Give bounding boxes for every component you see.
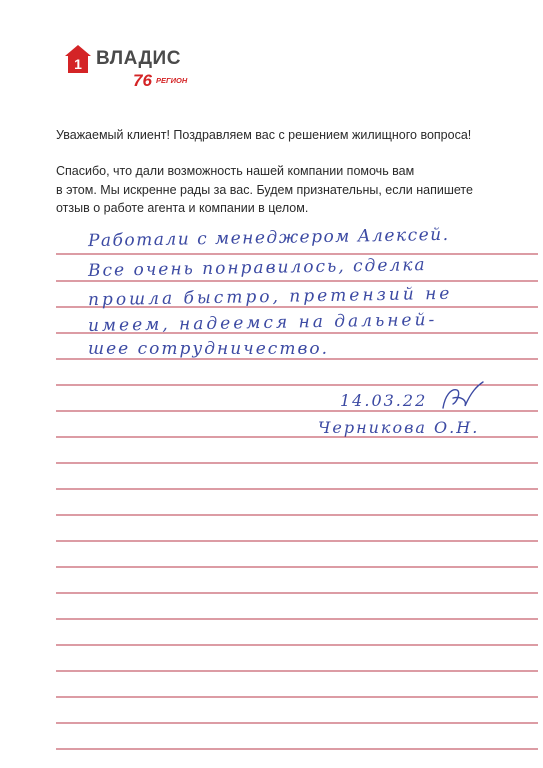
handwritten-signature: [437, 378, 487, 418]
intro-line: Спасибо, что дали возможность нашей компании помочь вам: [56, 164, 415, 178]
greeting-text: Уважаемый клиент! Поздравляем вас с решением жилищного вопроса!: [56, 128, 472, 142]
review-date: 14.03.22: [340, 391, 428, 410]
intro-line: в этом. Мы искренне рады за вас. Будем признательны, если напишете: [56, 182, 473, 197]
house-logo-icon: [64, 44, 92, 74]
review-line: имеем, надеемся на дальней-: [87, 309, 438, 337]
company-logo: [60, 44, 200, 96]
logo-region-label: РЕГИОН: [156, 76, 188, 85]
review-line: Работали с менеджером Алексей.: [87, 224, 450, 252]
logo-region-number: 76: [133, 71, 152, 90]
review-line: шее сотрудничество.: [88, 339, 329, 359]
svg-text:1: 1: [74, 56, 82, 72]
intro-paragraph: [56, 162, 526, 218]
review-line: Все очень понравилось, сделка: [87, 255, 427, 281]
signatory-name: Черникова О.Н.: [318, 418, 480, 437]
logo-brand-name: ВЛАДИС: [96, 48, 181, 69]
review-line: прошла быстро, претензий не: [87, 283, 453, 311]
intro-line: отзыв о работе агента и компании в целом.: [56, 201, 309, 215]
